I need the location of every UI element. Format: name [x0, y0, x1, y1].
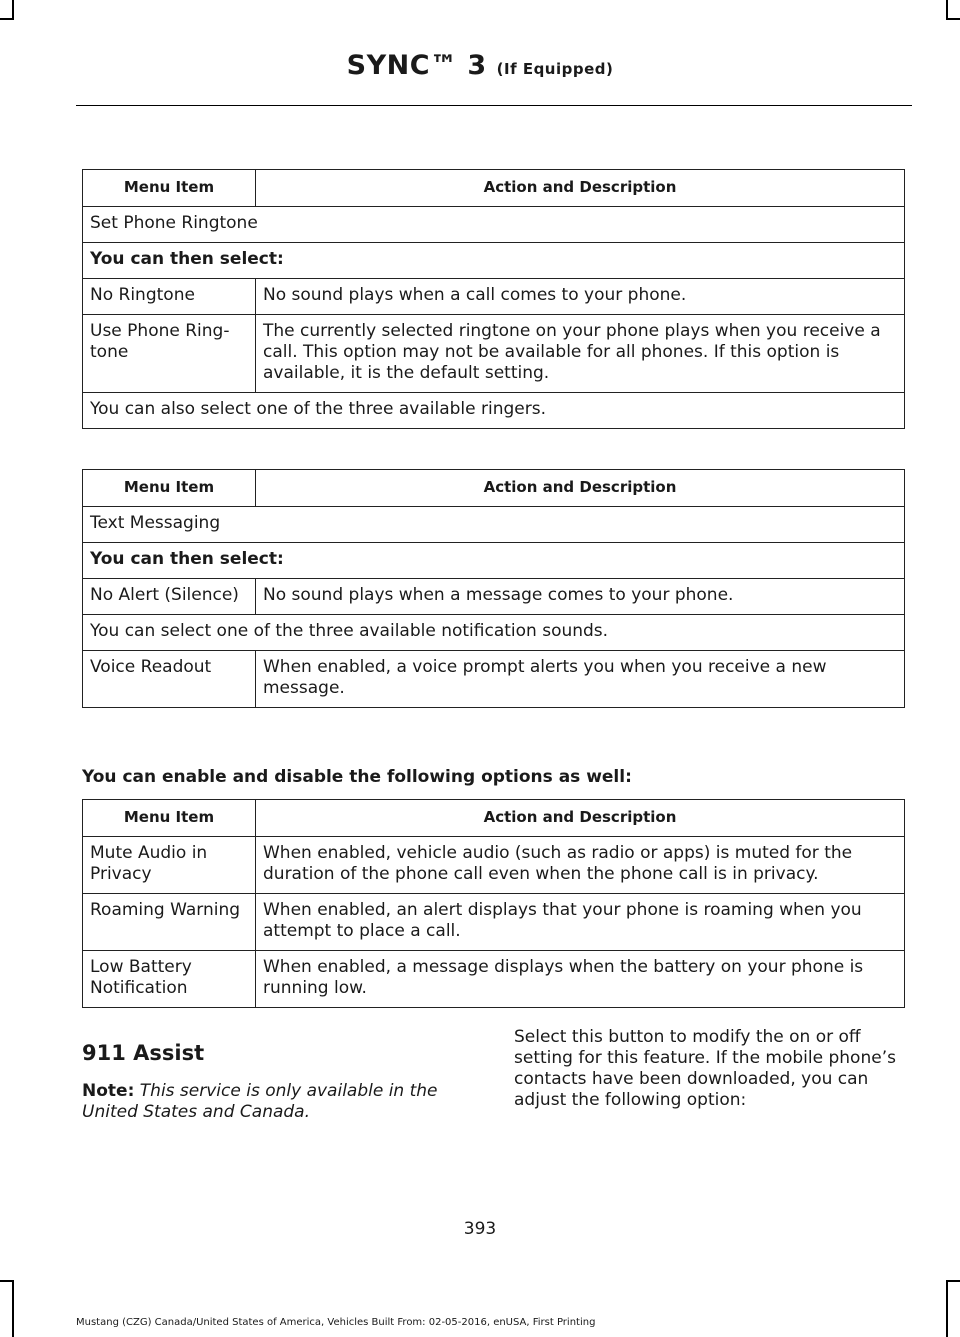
- section-label: Text Messaging: [83, 507, 905, 543]
- assist-description: Select this button to modify the on or off setting for this feature. If the mobile phone’s contacts have been downloaded, you can adjust the following option:: [514, 1027, 896, 1110]
- crop-mark-top-right-h: [946, 18, 960, 20]
- table-row: [83, 279, 905, 315]
- enable-options-heading: You can enable and disable the following options as well:: [82, 767, 632, 787]
- options-table: [82, 799, 905, 1008]
- crop-mark-top-left: [12, 0, 14, 20]
- table-row: [83, 393, 905, 429]
- crop-mark-bottom-right-h: [946, 1280, 960, 1282]
- menu-item-cell: No Ringtone: [83, 279, 256, 315]
- header-divider: [76, 105, 912, 106]
- column-header-action: Action and Description: [256, 170, 905, 207]
- table-row: [83, 615, 905, 651]
- ringtone-table: [82, 169, 905, 429]
- crop-mark-top-right: [946, 0, 948, 20]
- column-header-menu-item: Menu Item: [83, 170, 256, 207]
- table-row: [83, 837, 905, 894]
- page-footer: Mustang (CZG) Canada/United States of America, Vehicles Built From: 02-05-2016, enUSA, First Printing: [76, 1317, 596, 1328]
- crop-mark-bottom-right: [946, 1280, 948, 1337]
- section-label: Set Phone Ringtone: [83, 207, 905, 243]
- table-row: [83, 207, 905, 243]
- column-header-action: Action and Description: [256, 470, 905, 507]
- crop-mark-top-left-h: [0, 18, 14, 20]
- table-row: [83, 507, 905, 543]
- table-note-row: You can select one of the three available notification sounds.: [83, 615, 905, 651]
- note-text: This service is only available in the United States and Canada.: [82, 1081, 438, 1122]
- table-header-row: [83, 800, 905, 837]
- page-number: 393: [463, 1219, 497, 1239]
- menu-item-cell: Mute Audio in Privacy: [83, 837, 256, 894]
- header-subtitle: (If Equipped): [496, 60, 614, 78]
- table-row: [83, 651, 905, 708]
- table-header-row: [83, 470, 905, 507]
- text-messaging-table: [82, 469, 905, 708]
- menu-item-cell: Use Phone Ring-tone: [83, 315, 256, 393]
- note-label: Note:: [82, 1081, 135, 1101]
- description-cell: When enabled, an alert displays that your phone is roaming when you attempt to place a call.: [256, 894, 905, 951]
- then-select-label: You can then select:: [83, 543, 905, 579]
- header-title: SYNC™ 3: [346, 50, 487, 81]
- table-row: [83, 543, 905, 579]
- then-select-label: You can then select:: [83, 243, 905, 279]
- description-cell: The currently selected ringtone on your phone plays when you receive a call. This option may not be available for all phones. If this option is available, it is the default setting.: [256, 315, 905, 393]
- page-header: [0, 50, 960, 81]
- menu-item-cell: Roaming Warning: [83, 894, 256, 951]
- description-cell: When enabled, vehicle audio (such as radio or apps) is muted for the duration of the phone call even when the phone call is in privacy.: [256, 837, 905, 894]
- crop-mark-bottom-left-h: [0, 1280, 14, 1282]
- crop-mark-bottom-left: [12, 1280, 14, 1337]
- menu-item-cell: Low Battery Notification: [83, 951, 256, 1008]
- description-cell: No sound plays when a message comes to your phone.: [256, 579, 905, 615]
- menu-item-cell: No Alert (Silence): [83, 579, 256, 615]
- table-row: [83, 579, 905, 615]
- column-header-menu-item: Menu Item: [83, 800, 256, 837]
- table-row: [83, 315, 905, 393]
- assist-heading: 911 Assist: [82, 1041, 205, 1065]
- table-note-row: You can also select one of the three available ringers.: [83, 393, 905, 429]
- table-row: [83, 951, 905, 1008]
- description-cell: When enabled, a message displays when the battery on your phone is running low.: [256, 951, 905, 1008]
- column-header-action: Action and Description: [256, 800, 905, 837]
- table-row: [83, 894, 905, 951]
- description-cell: No sound plays when a call comes to your phone.: [256, 279, 905, 315]
- column-header-menu-item: Menu Item: [83, 470, 256, 507]
- menu-item-cell: Voice Readout: [83, 651, 256, 708]
- table-row: [83, 243, 905, 279]
- assist-note: [82, 1081, 472, 1123]
- table-header-row: [83, 170, 905, 207]
- description-cell: When enabled, a voice prompt alerts you when you receive a new message.: [256, 651, 905, 708]
